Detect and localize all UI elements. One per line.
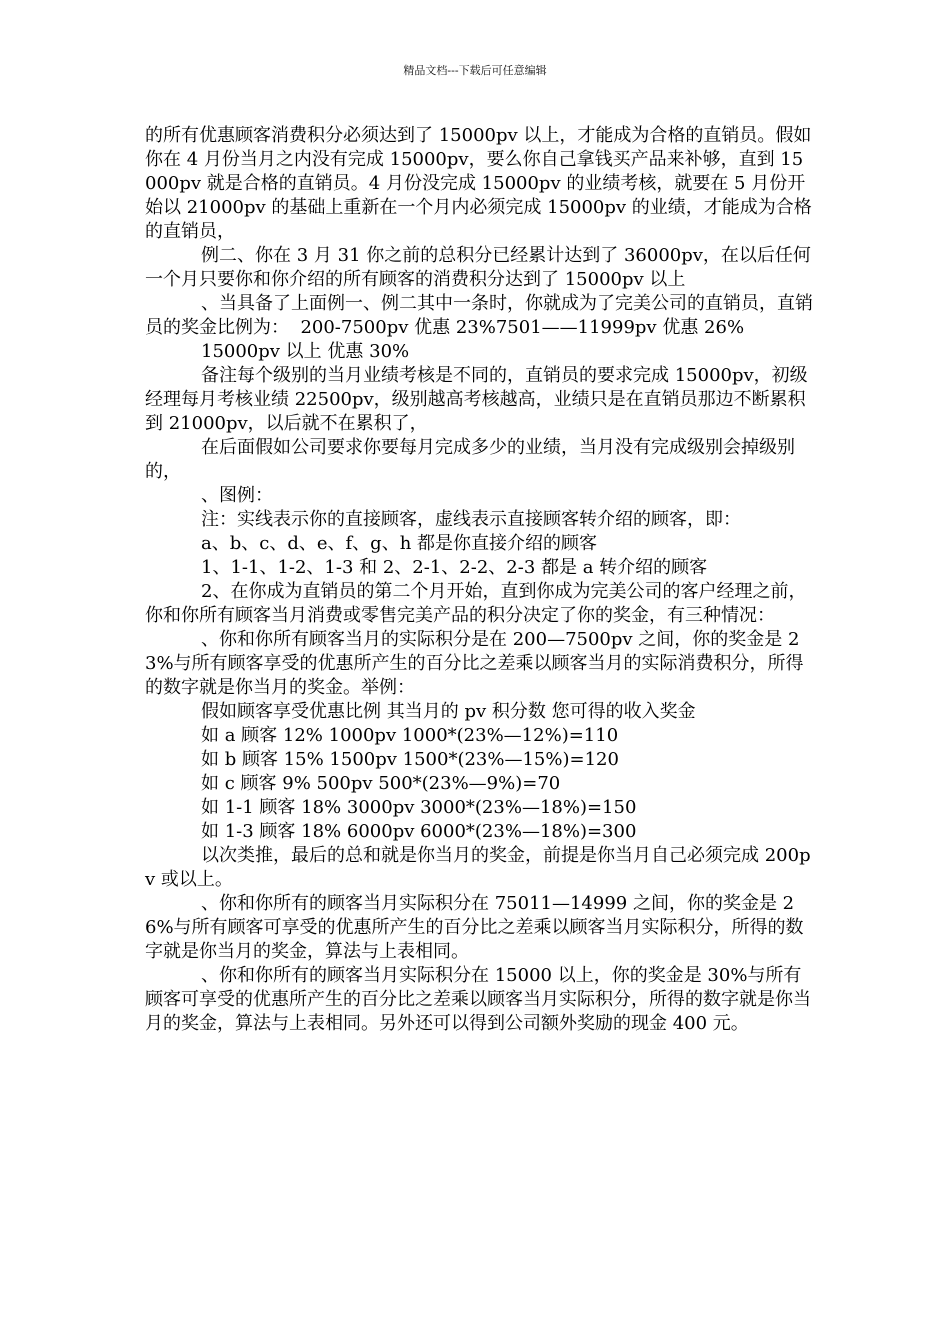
paragraph: 如 c 顾客 9% 500pv 500*(23%—9%)=70	[201, 773, 561, 794]
paragraph: 、你和你所有顾客当月的实际积分是在 200—7500pv 之间，你的奖金是 23%与所有顾客享受的优惠所产生的百分比之差乘以顾客当月的实际消费积分，所得的数字就是你当月的奖金。举例：	[145, 629, 804, 698]
document-body	[145, 124, 813, 1036]
paragraph: 如 1-3 顾客 18% 6000pv 6000*(23%—18%)=300	[201, 821, 637, 842]
paragraph: 、你和你所有的顾客当月实际积分在 15000 以上，你的奖金是 30%与所有顾客可享受的优惠所产生的百分比之差乘以顾客当月实际积分，所得的数字就是你当月的奖金，算法与上表相同。另外还可以得到公司额外奖励的现金 400 元。	[145, 965, 811, 1034]
paragraph: 备注每个级别的当月业绩考核是不同的，直销员的要求完成 15000pv，初级经理每月考核业绩 22500pv，级别越高考核越高，业绩只是在直销员那边不断累积到 21000pv，以后就不在累积了，	[145, 365, 808, 434]
paragraph: 如 b 顾客 15% 1500pv 1500*(23%—15%)=120	[201, 749, 619, 770]
paragraph: 15000pv 以上 优惠 30%	[201, 341, 410, 362]
paragraph: 、当具备了上面例一、例二其中一条时，你就成为了完美公司的直销员，直销员的奖金比例为： 200-7500pv 优惠 23%7501——11999pv 优惠 26%	[145, 293, 813, 338]
paragraph: 如 1-1 顾客 18% 3000pv 3000*(23%—18%)=150	[201, 797, 637, 818]
paragraph: 在后面假如公司要求你要每月完成多少的业绩，当月没有完成级别会掉级别的，	[145, 437, 795, 482]
paragraph: 注：实线表示你的直接顾客，虚线表示直接顾客转介绍的顾客，即：	[201, 509, 741, 530]
paragraph: 2、在你成为直销员的第二个月开始，直到你成为完美公司的客户经理之前，你和你所有顾客当月消费或零售完美产品的积分决定了你的奖金，有三种情况：	[145, 581, 807, 626]
paragraph: 如 a 顾客 12% 1000pv 1000*(23%—12%)=110	[201, 725, 619, 746]
paragraph: 1、1-1、1-2、1-3 和 2、2-1、2-2、2-3 都是 a 转介绍的顾客	[201, 557, 708, 578]
paragraph: a、b、c、d、e、f、g、h 都是你直接介绍的顾客	[201, 533, 598, 554]
paragraph: 、图例：	[201, 485, 273, 506]
paragraph: 、你和你所有的顾客当月实际积分在 75011—14999 之间，你的奖金是 26%与所有顾客可享受的优惠所产生的百分比之差乘以顾客当月实际积分，所得的数字就是你当月的奖金，算法与上表相同。	[145, 893, 804, 962]
paragraph: 以次类推，最后的总和就是你当月的奖金，前提是你当月自己必须完成 200pv 或以上。	[145, 845, 811, 890]
paragraph: 假如顾客享受优惠比例 其当月的 pv 积分数 您可得的收入奖金	[201, 701, 696, 722]
page-header: 精品文档---下载后可任意编辑	[403, 64, 547, 77]
paragraph: 例二、你在 3 月 31 你之前的总积分已经累计达到了 36000pv，在以后任何一个月只要你和你介绍的所有顾客的消费积分达到了 15000pv 以上	[145, 245, 811, 290]
paragraph: 的所有优惠顾客消费积分必须达到了 15000pv 以上，才能成为合格的直销员。假如你在 4 月份当月之内没有完成 15000pv，要么你自己拿钱买产品来补够，直到 15000pv 就是合格的直销员。4 月份没完成 15000pv 的业绩考核，就要在 5 月份开始以 21000pv 的基础上重新在一个月内必须完成 15000pv 的业绩，才能成为合格的直销员，	[145, 125, 812, 242]
